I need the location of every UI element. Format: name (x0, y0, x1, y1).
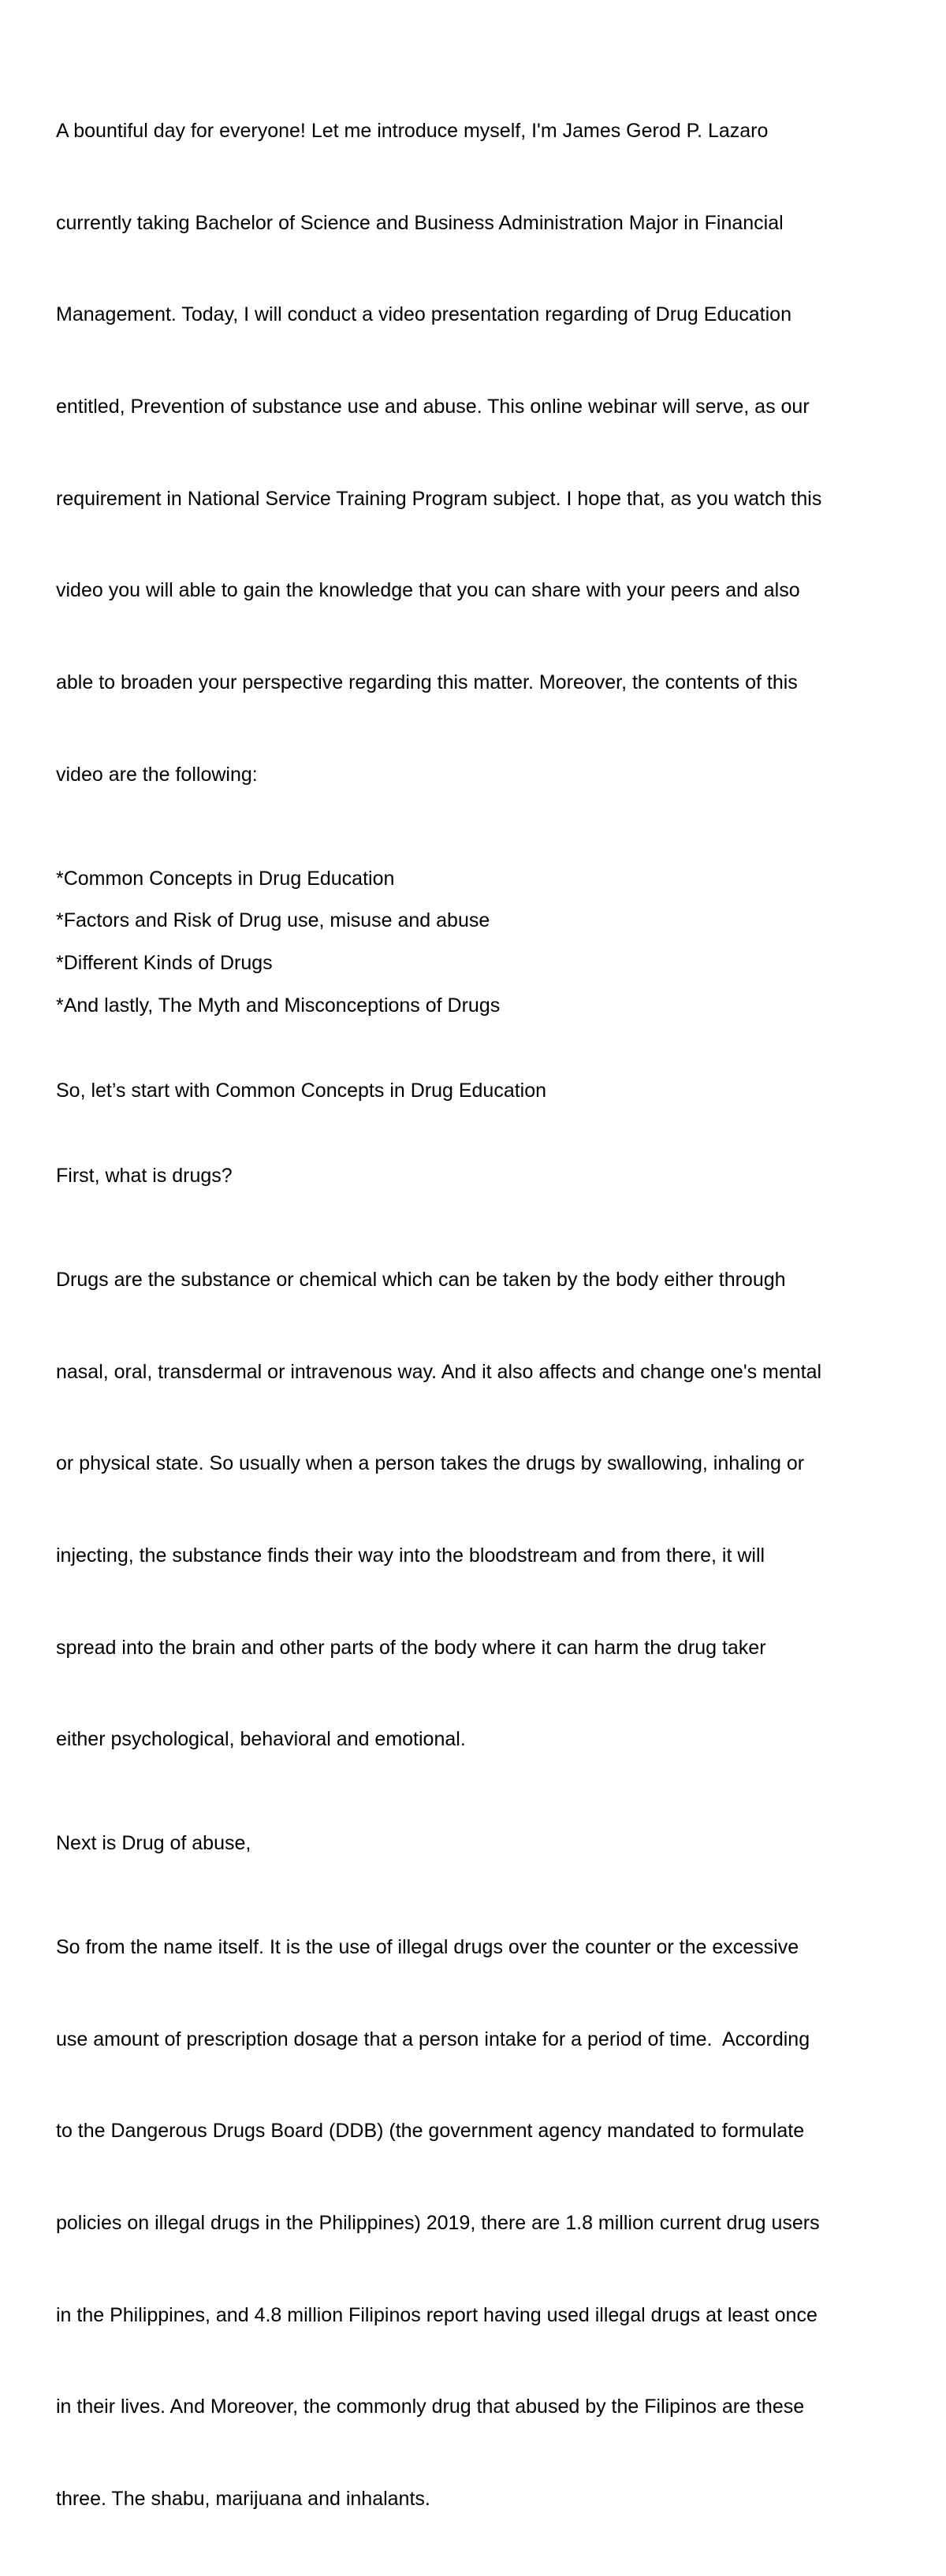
intro-line: A bountiful day for everyone! Let me introduce myself, I'm James Gerod P. Lazaro (56, 119, 769, 142)
abuse-line: policies on illegal drugs in the Philippines) 2019, there are 1.8 million current drug users (56, 2212, 820, 2234)
definition-line: either psychological, behavioral and emotional. (56, 1728, 466, 1751)
intro-line: currently taking Bachelor of Science and Business Administration Major in Financial (56, 211, 784, 234)
intro-line: video are the following: (56, 763, 258, 786)
definition-line: injecting, the substance finds their way into the bloodstream and from there, it will (56, 1544, 765, 1567)
definition-line: spread into the brain and other parts of the body where it can harm the drug taker (56, 1636, 766, 1659)
content-bullet: *And lastly, The Myth and Misconceptions of Drugs (56, 994, 501, 1017)
drug-of-abuse-heading: Next is Drug of abuse, (56, 1832, 251, 1855)
definition-line: nasal, oral, transdermal or intravenous way. And it also affects and change one's mental (56, 1360, 822, 1383)
abuse-line: to the Dangerous Drugs Board (DDB) (the government agency mandated to formulate (56, 2120, 805, 2143)
definition-line: or physical state. So usually when a person takes the drugs by swallowing, inhaling or (56, 1452, 805, 1475)
definition-line: Drugs are the substance or chemical which can be taken by the body either through (56, 1268, 786, 1291)
section-start-line: So, let’s start with Common Concepts in Drug Education (56, 1080, 547, 1102)
intro-line: Management. Today, I will conduct a video presentation regarding of Drug Education (56, 303, 791, 326)
abuse-line: in the Philippines, and 4.8 million Filipinos report having used illegal drugs at least once (56, 2303, 818, 2326)
abuse-line: use amount of prescription dosage that a person intake for a period of time. According (56, 2028, 810, 2050)
intro-line: video you will able to gain the knowledge that you can share with your peers and also (56, 579, 800, 602)
intro-line: able to broaden your perspective regarding this matter. Moreover, the contents of this (56, 671, 798, 694)
drugs-question: First, what is drugs? (56, 1165, 233, 1188)
abuse-line: So from the name itself. It is the use of illegal drugs over the counter or the excessive (56, 1935, 799, 1958)
content-bullet: *Different Kinds of Drugs (56, 952, 273, 975)
content-bullet: *Common Concepts in Drug Education (56, 867, 395, 890)
document-body (56, 54, 892, 2576)
abuse-line: in their lives. And Moreover, the commonly drug that abused by the Filipinos are these (56, 2396, 805, 2418)
intro-line: entitled, Prevention of substance use and abuse. This online webinar will serve, as our (56, 395, 810, 418)
drug-of-abuse-paragraph (56, 1871, 892, 2576)
abuse-line: three. The shabu, marijuana and inhalants. (56, 2488, 430, 2511)
intro-paragraph (56, 54, 892, 852)
content-bullet: *Factors and Risk of Drug use, misuse and abuse (56, 909, 490, 932)
drugs-definition-paragraph (56, 1203, 892, 1816)
intro-line: requirement in National Service Training Program subject. I hope that, as you watch this (56, 487, 822, 510)
